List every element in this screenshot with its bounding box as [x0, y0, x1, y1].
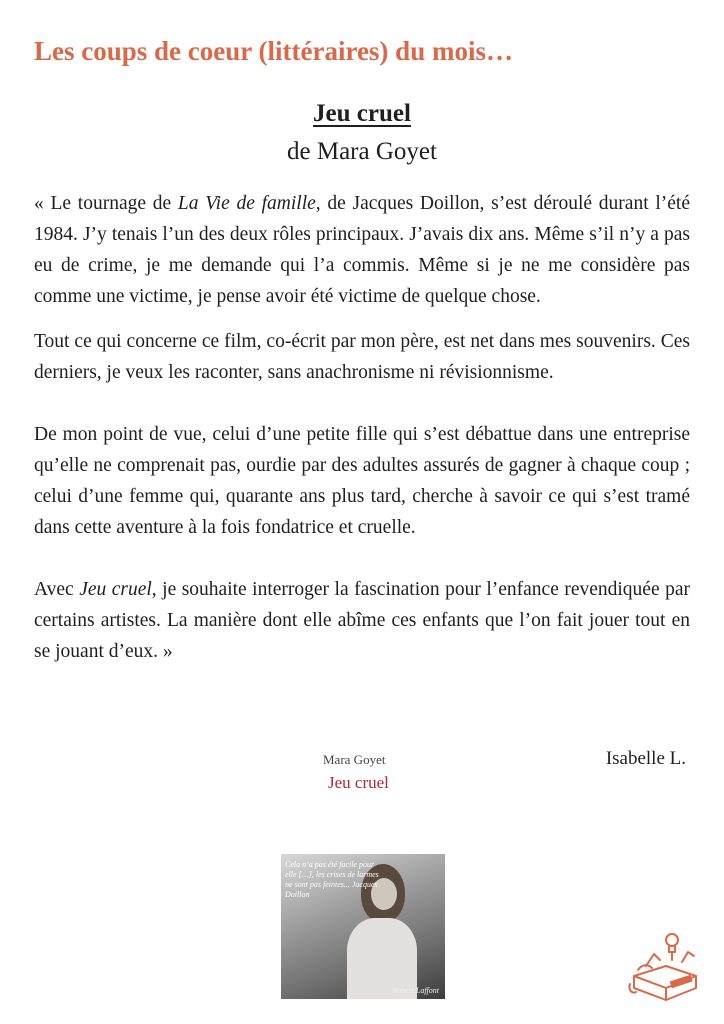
page-title: Les coups de coeur (littéraires) du mois…	[34, 36, 513, 66]
review-paragraph-1	[34, 188, 690, 312]
review-paragraph-3: De mon point de vue, celui d’une petite fille qui s’est débattue dans une entreprise qu’elle ne comprenait pas, ourdie par des adultes assurés de gagner à chaque coup ; celui d’une femme qui, quarante ans plus tard, cherche à savoir ce qui s’est tramé dans cette aventure à la fois fondatrice et cruelle.	[34, 424, 690, 538]
review-paragraph-4	[34, 574, 690, 667]
cover-quote: Cela n’a pas été facile pour elle […], les crises de larmes ne sont pas feintes... Jacques Doillon	[285, 860, 379, 899]
library-logo-icon	[626, 926, 704, 1004]
review-text	[34, 188, 690, 667]
reviewer-signature: Isabelle L.	[605, 748, 686, 769]
review-paragraph-2: Tout ce qui concerne ce film, co-écrit par mon père, est net dans mes souvenirs. Ces derniers, je veux les raconter, sans anachronisme ni révisionnisme.	[34, 331, 690, 383]
book-title: Jeu cruel	[313, 100, 411, 127]
book-author: de Mara Goyet	[287, 138, 437, 165]
review-text-span: Avec	[34, 579, 80, 600]
cover-title: Jeu cruel	[328, 773, 389, 792]
film-title: La Vie de famille	[177, 193, 316, 214]
review-text-span: , je souhaite interroger la fascination pour l’enfance revendiquée par certains artistes. La manière dont elle abîme ces enfants que l’on fait jouer tout en se jouant d’eux. »	[34, 579, 690, 662]
book-cover-image	[281, 854, 445, 999]
book-title-inline: Jeu cruel	[79, 579, 152, 600]
review-text-span: , de Jacques Doillon, s’est déroulé durant l’été 1984. J’y tenais l’un des deux rôles principaux. J’avais dix ans. Même s’il n’y a pas eu de crime, je me demande qui l’a commis. Même si je ne me considère pas comme une victime, je pense avoir été victime de quelque chose.	[34, 193, 690, 307]
cover-publisher: Robert Laffont	[392, 986, 439, 995]
review-text-span: « Le tournage de	[34, 193, 178, 214]
cover-author: Mara Goyet	[323, 752, 386, 767]
